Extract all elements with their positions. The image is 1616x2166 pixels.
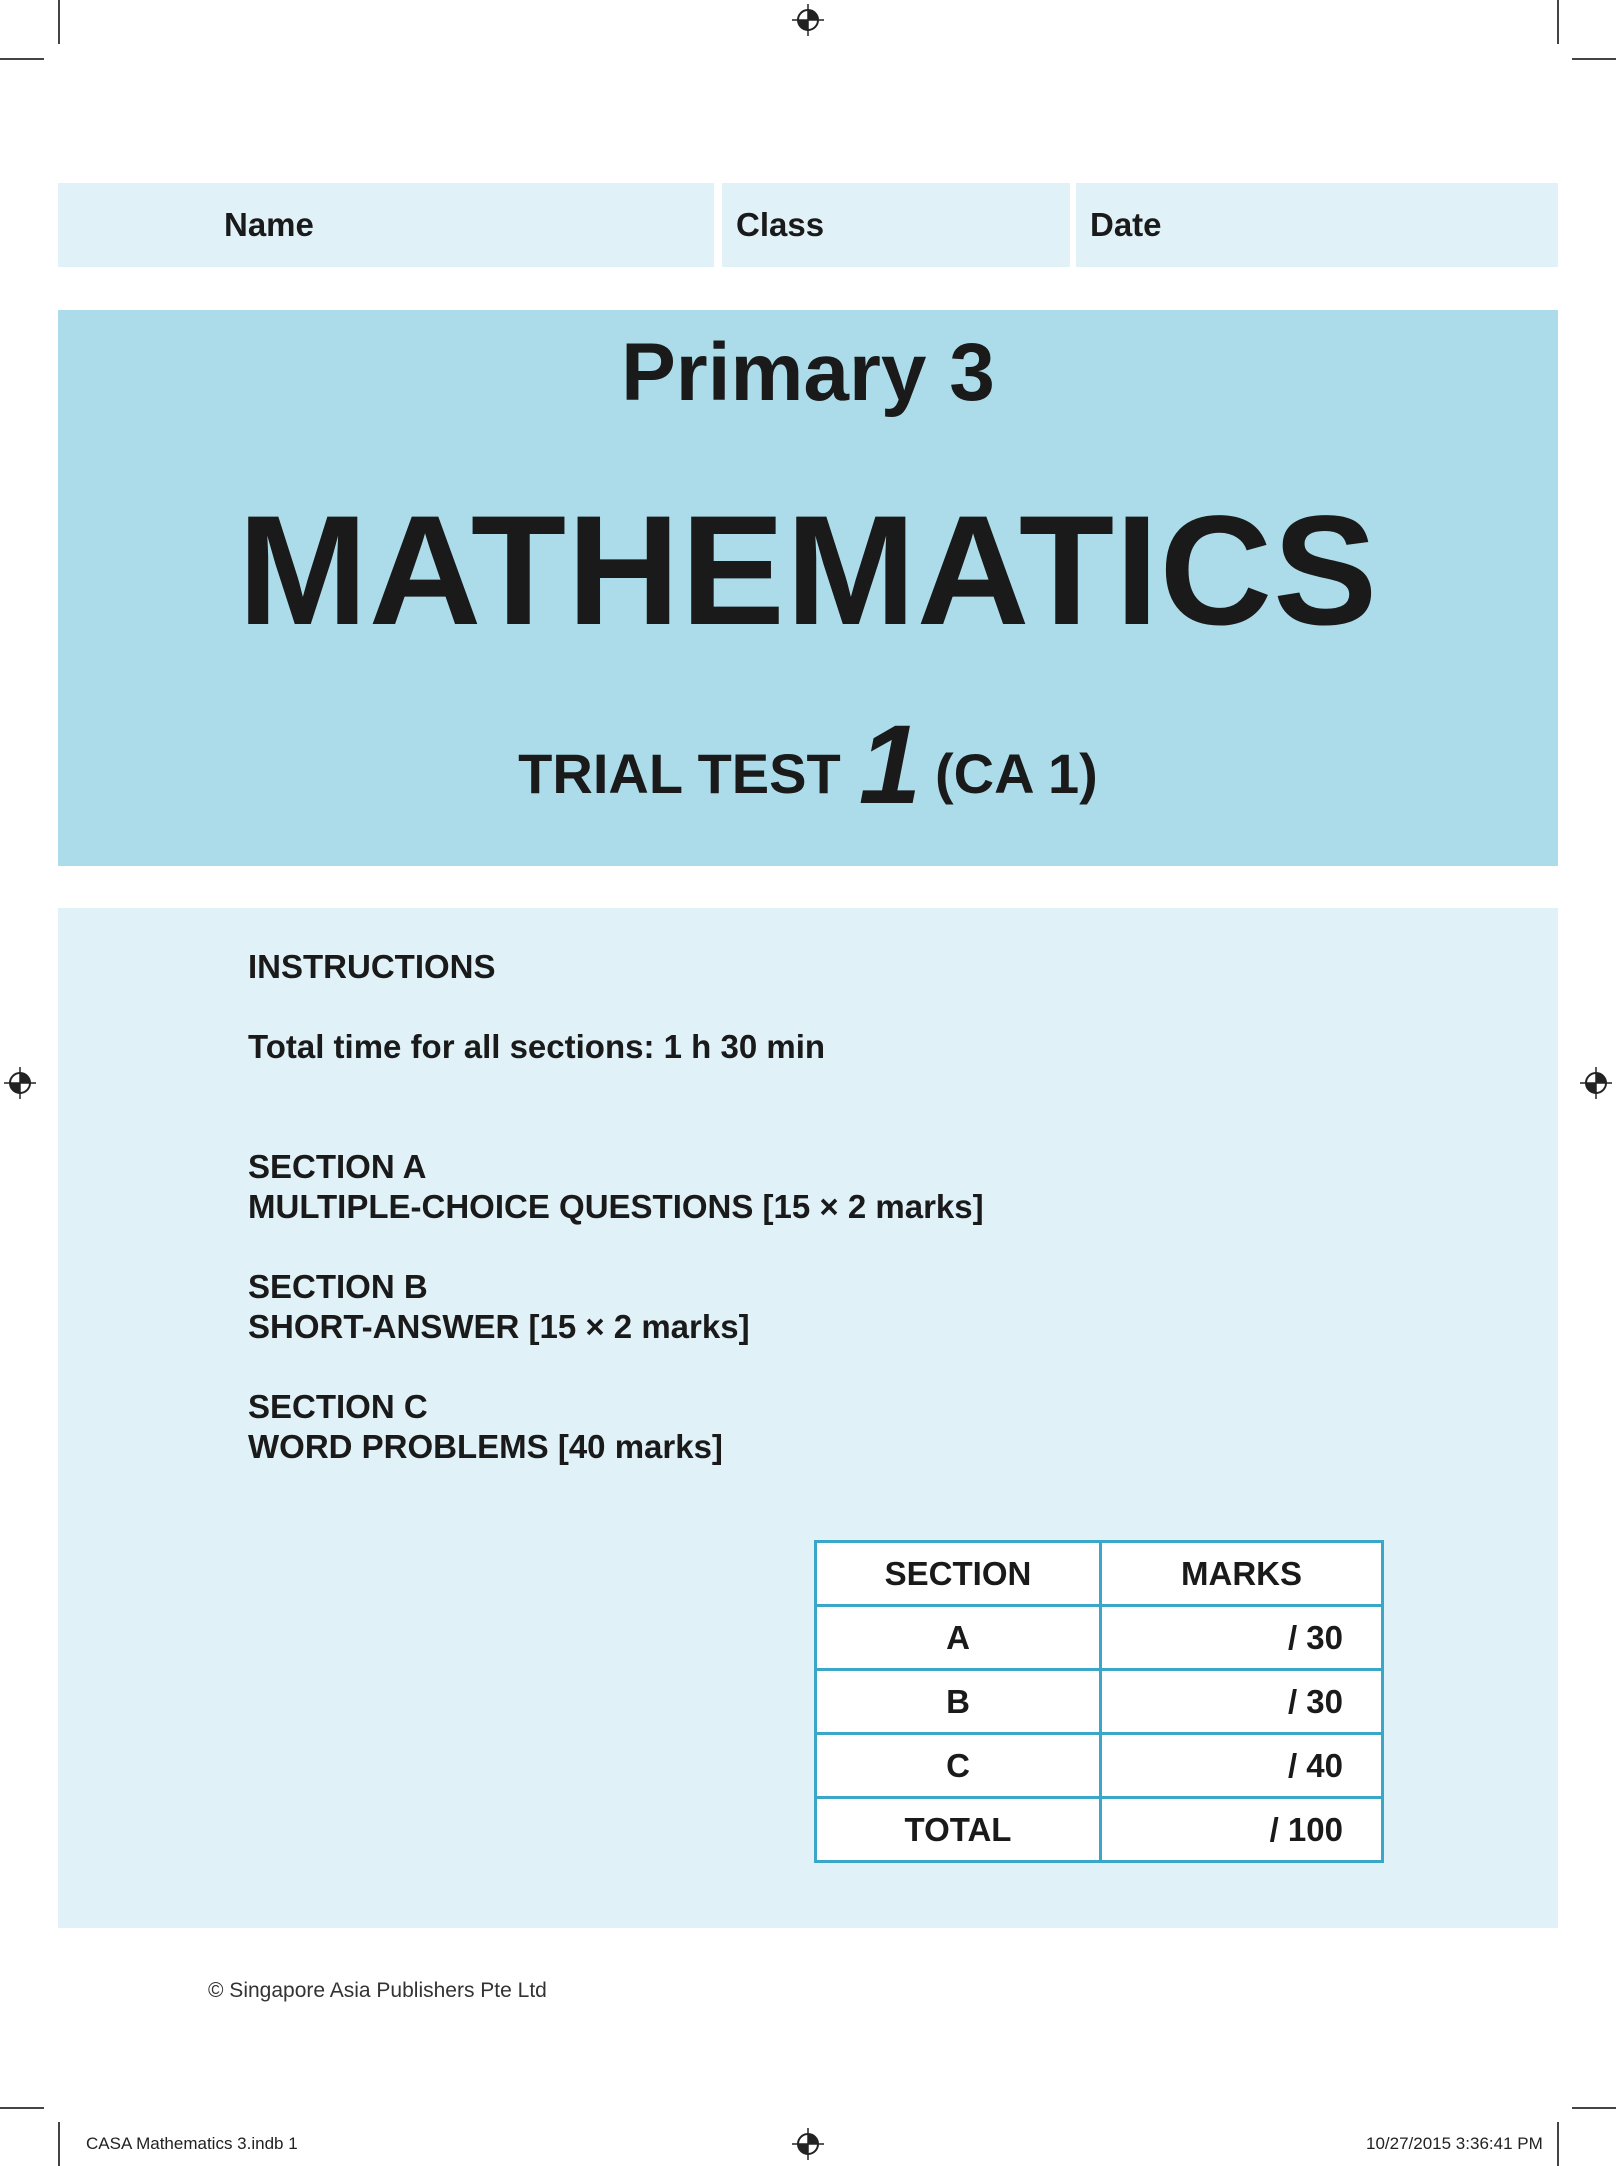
slug-date: 10/27/2015 3:36:41 PM xyxy=(1366,2134,1543,2153)
section-b-title: SECTION B xyxy=(248,1268,428,1305)
title-banner xyxy=(58,310,1558,866)
column-header-section: SECTION xyxy=(816,1542,1101,1606)
table-header-row xyxy=(816,1542,1383,1606)
subject-title: MATHEMATICS xyxy=(237,484,1379,658)
date-field[interactable] xyxy=(1076,183,1558,267)
marks-cell[interactable]: / 40 xyxy=(1101,1734,1383,1798)
test-suffix: (CA 1) xyxy=(935,742,1098,805)
instructions-panel xyxy=(58,908,1558,1928)
section-c-desc: WORD PROBLEMS [40 marks] xyxy=(248,1428,723,1465)
table-row xyxy=(816,1798,1383,1862)
marks-cell[interactable]: / 100 xyxy=(1101,1798,1383,1862)
registration-mark-icon xyxy=(1579,1066,1613,1100)
marks-table xyxy=(814,1540,1384,1863)
section-a-desc: MULTIPLE-CHOICE QUESTIONS [15 × 2 marks] xyxy=(248,1188,984,1225)
slug-file: CASA Mathematics 3.indb 1 xyxy=(86,2134,298,2153)
section-c-title: SECTION C xyxy=(248,1388,428,1425)
registration-mark-icon xyxy=(791,2127,825,2161)
name-field[interactable] xyxy=(58,183,714,267)
crop-mark xyxy=(0,2107,44,2109)
marks-cell[interactable]: / 30 xyxy=(1101,1606,1383,1670)
section-cell: TOTAL xyxy=(816,1798,1101,1862)
test-prefix: TRIAL TEST xyxy=(518,742,841,805)
test-title xyxy=(58,700,1558,829)
total-time: Total time for all sections: 1 h 30 min xyxy=(248,1028,826,1065)
crop-mark xyxy=(1572,58,1616,60)
crop-mark xyxy=(1572,2107,1616,2109)
test-number: 1 xyxy=(858,702,921,827)
crop-mark xyxy=(0,58,44,60)
marks-cell[interactable]: / 30 xyxy=(1101,1670,1383,1734)
section-cell: A xyxy=(816,1606,1101,1670)
instructions-heading: INSTRUCTIONS xyxy=(248,948,496,985)
column-header-marks: MARKS xyxy=(1101,1542,1383,1606)
crop-mark xyxy=(58,0,60,44)
name-label: Name xyxy=(224,206,314,243)
grade-title: Primary 3 xyxy=(621,327,995,418)
class-field[interactable] xyxy=(722,183,1070,267)
table-row xyxy=(816,1606,1383,1670)
table-row xyxy=(816,1670,1383,1734)
registration-mark-icon xyxy=(3,1066,37,1100)
section-cell: B xyxy=(816,1670,1101,1734)
section-cell: C xyxy=(816,1734,1101,1798)
crop-mark xyxy=(1557,2122,1559,2166)
section-a-title: SECTION A xyxy=(248,1148,427,1185)
registration-mark-icon xyxy=(791,3,825,37)
copyright-notice: © Singapore Asia Publishers Pte Ltd xyxy=(208,1979,547,2002)
table-row xyxy=(816,1734,1383,1798)
crop-mark xyxy=(58,2122,60,2166)
section-b-desc: SHORT-ANSWER [15 × 2 marks] xyxy=(248,1308,750,1345)
class-label: Class xyxy=(736,206,825,243)
crop-mark xyxy=(1557,0,1559,44)
date-label: Date xyxy=(1090,206,1162,243)
